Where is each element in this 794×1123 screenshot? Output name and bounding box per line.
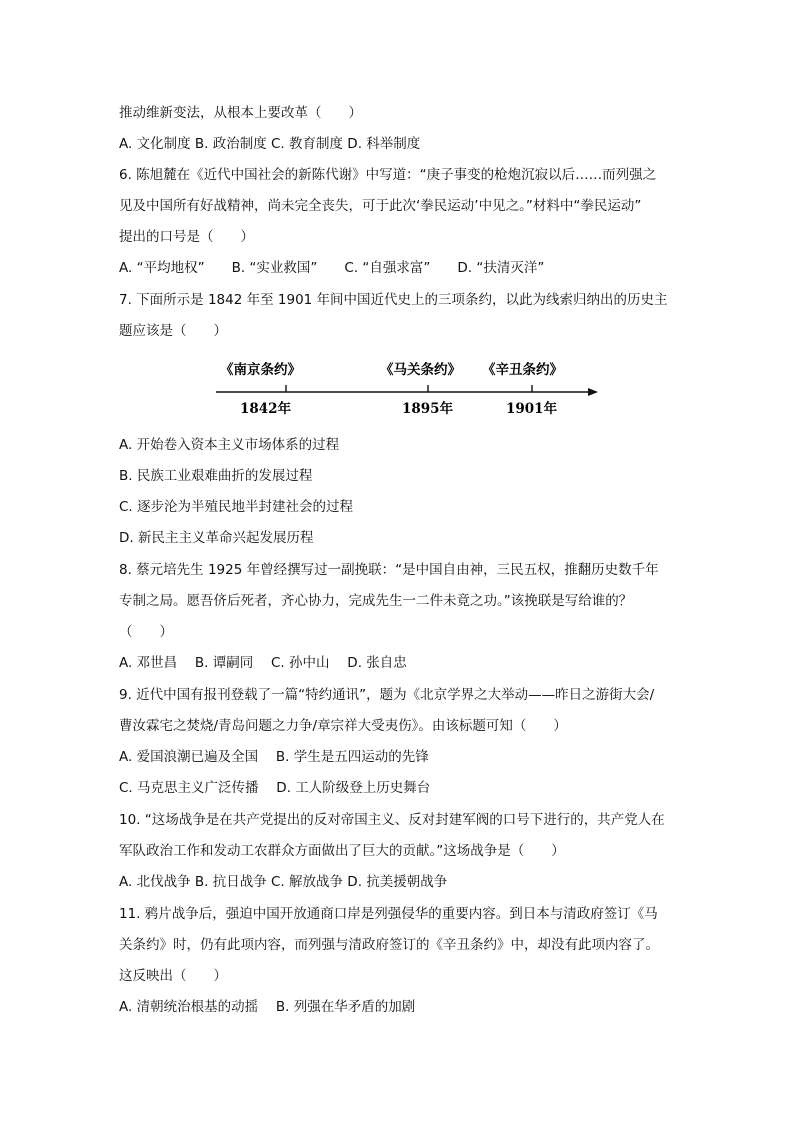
q5-options: A. 文化制度 B. 政治制度 C. 教育制度 D. 科举制度 [119, 136, 421, 152]
q8-stem-line3: （ ） [119, 624, 173, 640]
q7-option-a: A. 开始卷入资本主义市场体系的过程 [119, 437, 340, 453]
q9-stem-line1: 9. 近代中国有报刊登载了一篇“特约通讯”，题为《北京学界之大举动——昨日之游街大会/ [119, 687, 655, 703]
q9-options-ab: A. 爱国浪潮已遍及全国 B. 学生是五四运动的先锋 [119, 749, 429, 765]
q11-stem-line3: 这反映出（ ） [119, 968, 227, 984]
treaty-timeline [210, 352, 610, 422]
q6-stem-line2: 见及中国所有好战精神，尚未完全丧失，可于此次‘拳民运动’中见之。”材料中“拳民运动” [119, 198, 642, 214]
q7-option-c: C. 逐步沦为半殖民地半封建社会的过程 [119, 499, 354, 515]
q7-stem-line2: 题应该是（ ） [119, 323, 227, 339]
timeline-treaty-nanjing: 《南京条约》 [220, 362, 301, 378]
timeline-year-1895: 1895年 [402, 401, 454, 417]
q5-stem-end: 推动维新变法，从根本上要改革（ ） [119, 105, 362, 121]
timeline-treaty-xinchou: 《辛丑条约》 [482, 362, 563, 378]
timeline-year-1901: 1901年 [506, 401, 558, 417]
q10-options: A. 北伐战争 B. 抗日战争 C. 解放战争 D. 抗美援朝战争 [119, 874, 448, 890]
q11-options-ab: A. 清朝统治根基的动摇 B. 列强在华矛盾的加剧 [119, 999, 416, 1015]
q7-stem-line1: 7. 下面所示是 1842 年至 1901 年间中国近代史上的三项条约，以此为线索归纳出的历史主 [119, 292, 668, 308]
timeline-treaty-maguan: 《马关条约》 [380, 362, 461, 378]
timeline-arrow-icon [588, 388, 598, 396]
q6-stem-line3: 提出的口号是（ ） [119, 229, 254, 245]
q10-stem-line2: 军队政治工作和发动工农群众方面做出了巨大的贡献。”这场战争是（ ） [119, 843, 565, 859]
q11-stem-line2: 关条约》时，仍有此项内容，而列强与清政府签订的《辛丑条约》中，却没有此项内容了。 [119, 937, 659, 953]
q10-stem-line1: 10. “这场战争是在共产党提出的反对帝国主义、反对封建军阀的口号下进行的，共产党人在 [119, 812, 665, 828]
q9-stem-line2: 曹汝霖宅之焚烧/青岛问题之力争/章宗祥大受夷伤》。由该标题可知（ ） [119, 718, 567, 734]
q8-options: A. 邓世昌 B. 谭嗣同 C. 孙中山 D. 张自忠 [119, 655, 407, 671]
q7-option-b: B. 民族工业艰难曲折的发展过程 [119, 468, 313, 484]
q6-options: A. “平均地权” B. “实业救国” C. “自强求富” D. “扶清灭洋” [119, 260, 545, 276]
q9-options-cd: C. 马克思主义广泛传播 D. 工人阶级登上历史舞台 [119, 780, 431, 796]
timeline-year-1842: 1842年 [240, 401, 292, 417]
q6-stem-line1: 6. 陈旭麓在《近代中国社会的新陈代谢》中写道：“庚子事变的枪炮沉寂以后……而列强之 [119, 167, 657, 183]
q11-stem-line1: 11. 鸦片战争后，强迫中国开放通商口岸是列强侵华的重要内容。到日本与清政府签订《马 [119, 906, 658, 922]
q8-stem-line1: 8. 蔡元培先生 1925 年曾经撰写过一副挽联：“是中国自由神，三民五权，推翻历史数千年 [119, 562, 659, 578]
q8-stem-line2: 专制之局。愿吾侪后死者，齐心协力，完成先生一二件未竟之功。”该挽联是写给谁的？ [119, 593, 633, 609]
q7-option-d: D. 新民主主义革命兴起发展历程 [119, 530, 314, 546]
